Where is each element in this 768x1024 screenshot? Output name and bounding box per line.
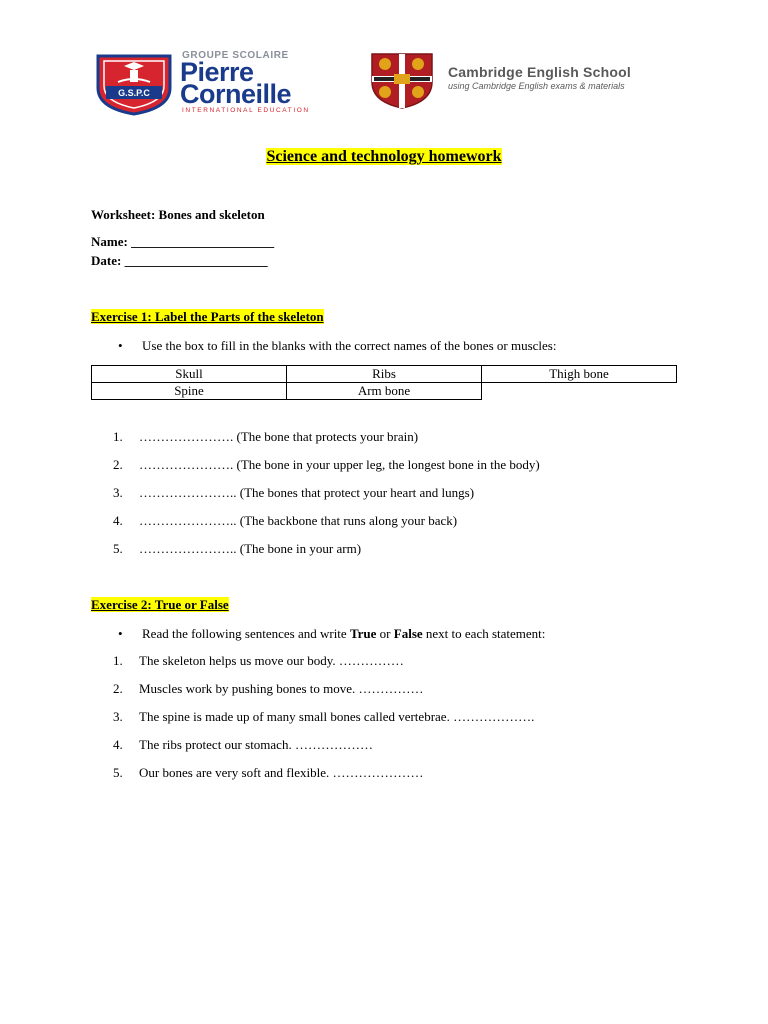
bullet-icon: •: [118, 338, 123, 353]
list-item: The spine is made up of many small bones called vertebrae. ……………….: [139, 709, 535, 724]
exercise1-heading: [91, 309, 324, 325]
date-field: Date: ______________________: [91, 253, 268, 268]
gspc-logo: [94, 50, 348, 120]
school-name-line1: Pierre: [180, 57, 254, 87]
list-item: The skeleton helps us move our body. ……………: [139, 653, 404, 668]
bullet-icon: •: [118, 626, 123, 641]
instruction-pre: Read the following sentences and write: [142, 626, 350, 641]
name-field: Name: ______________________: [91, 234, 275, 249]
school-group: GROUPE SCOLAIRE: [182, 50, 289, 61]
school-name-line2: Corneille: [180, 79, 292, 109]
exercise2-heading-text: Exercise 2: True or False: [91, 597, 229, 612]
word-cell: Ribs: [287, 366, 482, 383]
school-tagline: INTERNATIONAL EDUCATION: [182, 107, 310, 114]
word-box: [91, 365, 677, 400]
cambridge-crest-icon: [370, 52, 434, 110]
empty-cell: [482, 383, 677, 400]
gspc-shield-icon: [94, 52, 174, 116]
list-item: …………………. (The bone that protects your brain): [139, 429, 419, 444]
list-item: ………………….. (The bone in your arm): [139, 541, 362, 556]
list-item: ………………….. (The bones that protect your heart and lungs): [139, 485, 475, 500]
word-cell: Thigh bone: [482, 366, 677, 383]
instruction-false: False: [393, 626, 423, 641]
list-item-number: 5.: [113, 541, 123, 556]
exercise2-instruction: [142, 626, 545, 642]
list-item-number: 1.: [113, 653, 123, 668]
cambridge-logo: [370, 52, 680, 114]
list-item: Our bones are very soft and flexible. …………………: [139, 765, 424, 780]
word-cell: Spine: [92, 383, 287, 400]
exercise2-heading: [91, 597, 229, 613]
list-item: …………………. (The bone in your upper leg, the longest bone in the body): [139, 457, 540, 472]
page-title: [0, 148, 768, 166]
list-item-number: 2.: [113, 681, 123, 696]
list-item-number: 4.: [113, 513, 123, 528]
list-item-number: 4.: [113, 737, 123, 752]
list-item-number: 3.: [113, 485, 123, 500]
instruction-or: or: [376, 626, 394, 641]
table-row: [92, 383, 677, 400]
exercise1-instruction: Use the box to fill in the blanks with the correct names of the bones or muscles:: [142, 338, 557, 353]
list-item-number: 2.: [113, 457, 123, 472]
instruction-post: next to each statement:: [422, 626, 546, 641]
list-item: ………………….. (The backbone that runs along your back): [139, 513, 458, 528]
exercise1-heading-text: Exercise 1: Label the Parts of the skeleton: [91, 309, 324, 324]
partner-name: Cambridge English School: [448, 64, 631, 80]
list-item-number: 3.: [113, 709, 123, 724]
worksheet-label: Worksheet: Bones and skeleton: [91, 207, 265, 222]
page-title-text: Science and technology homework: [266, 148, 502, 165]
list-item: The ribs protect our stomach. ………………: [139, 737, 373, 752]
instruction-true: True: [349, 626, 377, 641]
list-item: Muscles work by pushing bones to move. ……………: [139, 681, 424, 696]
list-item-number: 5.: [113, 765, 123, 780]
list-item-number: 1.: [113, 429, 123, 444]
word-cell: Skull: [92, 366, 287, 383]
shield-initials: G.S.P.C: [118, 88, 150, 98]
partner-tagline: using Cambridge English exams & materials: [448, 81, 625, 91]
word-cell: Arm bone: [287, 383, 482, 400]
table-row: [92, 366, 677, 383]
